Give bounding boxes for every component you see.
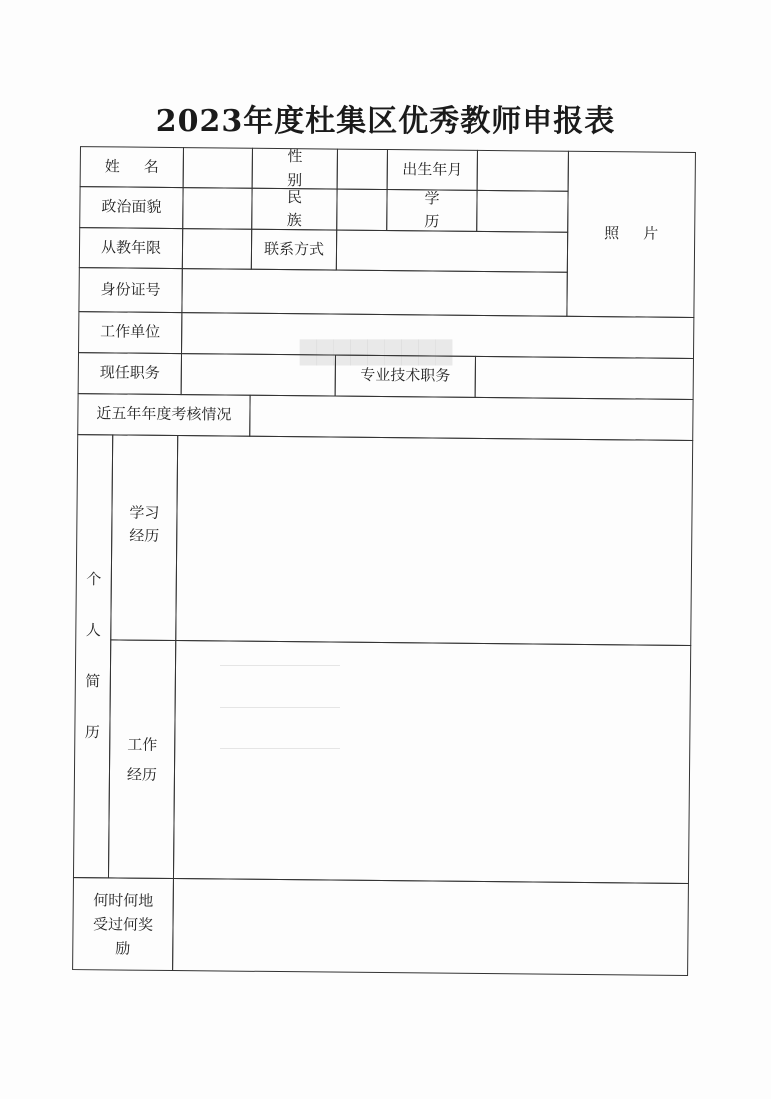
awards-label xyxy=(72,877,174,971)
study-history-text: 学习经历 xyxy=(129,503,160,545)
gender-label: 性别 xyxy=(252,148,338,190)
name-label: 姓名 xyxy=(80,146,184,188)
current-position-label: 现任职务 xyxy=(78,352,182,395)
education-label: 学历 xyxy=(386,189,477,232)
annual-review-label: 近五年年度考核情况 xyxy=(77,393,250,437)
ethnicity-field[interactable] xyxy=(336,189,387,231)
personal-resume-label xyxy=(73,434,113,878)
name-field[interactable] xyxy=(183,147,253,189)
teaching-years-field[interactable] xyxy=(182,228,252,270)
work-history-label xyxy=(108,639,176,879)
photo-box[interactable]: 照片 xyxy=(566,151,696,318)
resume-char: 简 xyxy=(85,672,101,691)
professional-title-label: 专业技术职务 xyxy=(335,355,476,398)
resume-char: 历 xyxy=(84,723,100,742)
employer-field[interactable] xyxy=(181,312,694,359)
contact-label: 联系方式 xyxy=(251,229,337,271)
awards-text: 何时何地受过何奖励 xyxy=(92,890,154,958)
id-number-field[interactable] xyxy=(181,268,567,317)
political-label: 政治面貌 xyxy=(79,186,183,229)
teaching-years-label: 从教年限 xyxy=(79,227,183,269)
employer-label: 工作单位 xyxy=(78,311,182,354)
contact-field[interactable] xyxy=(336,230,568,273)
resume-char: 人 xyxy=(85,620,101,640)
application-form-table xyxy=(62,146,698,986)
birth-field[interactable] xyxy=(477,150,569,192)
study-history-field[interactable] xyxy=(175,435,693,646)
resume-char: 个 xyxy=(86,569,102,588)
ethnicity-label: 民族 xyxy=(251,188,337,231)
work-history-text: 工作经历 xyxy=(126,735,158,784)
birth-label: 出生年月 xyxy=(387,149,478,191)
current-position-field[interactable] xyxy=(181,353,336,396)
form-title: 2023年度杜集区优秀教师申报表 xyxy=(155,104,616,139)
work-history-field[interactable] xyxy=(173,640,691,884)
education-field[interactable] xyxy=(476,190,568,233)
political-field[interactable] xyxy=(182,187,252,230)
study-history-label xyxy=(110,434,178,641)
professional-title-field[interactable] xyxy=(475,356,694,400)
annual-review-field[interactable] xyxy=(249,395,693,441)
awards-field[interactable] xyxy=(172,878,689,976)
bleed-through-mark: █████████ xyxy=(300,340,453,366)
id-number-label: 身份证号 xyxy=(78,267,182,313)
gender-field[interactable] xyxy=(337,149,388,190)
